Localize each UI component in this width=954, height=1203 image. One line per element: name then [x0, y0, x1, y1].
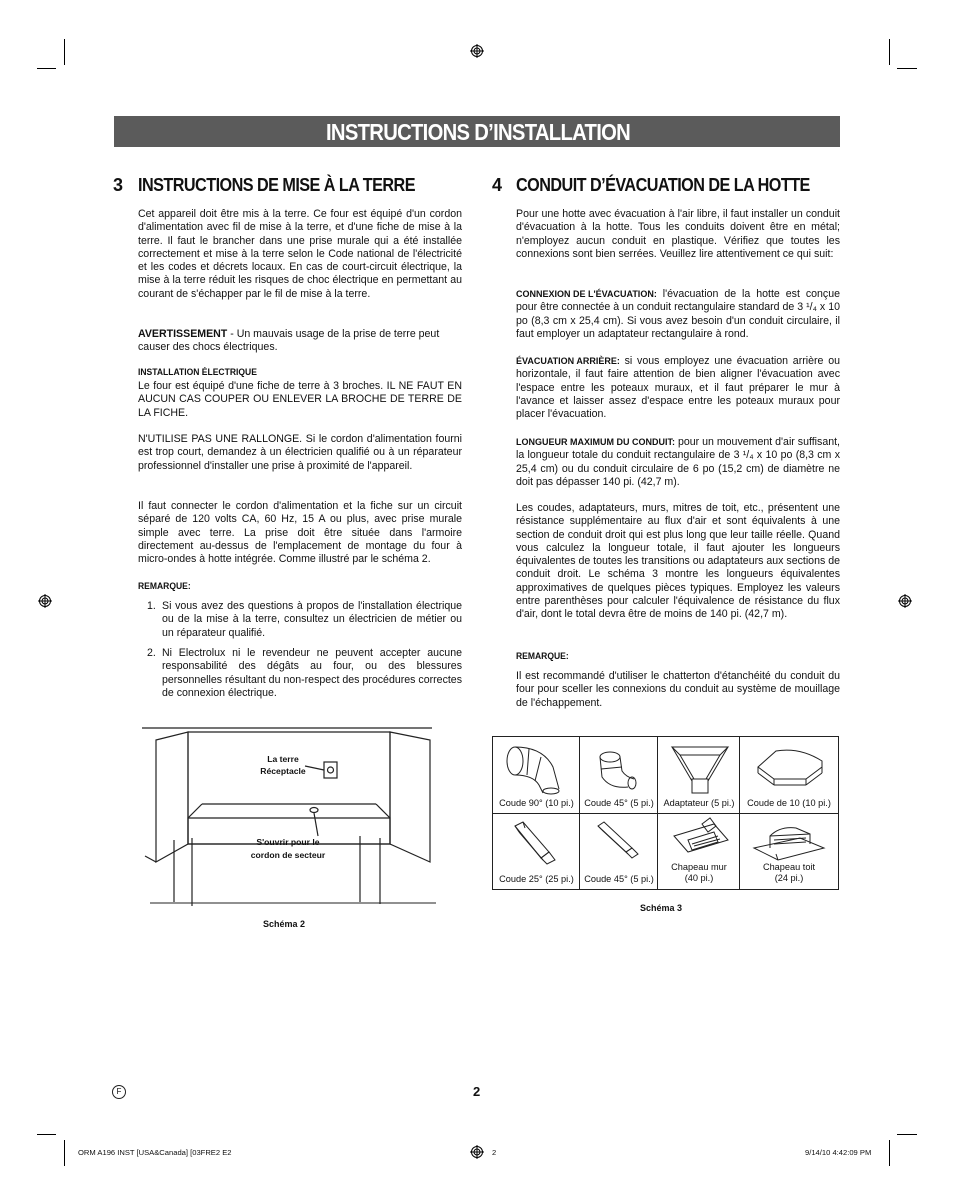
- duct-part-cell: [493, 737, 580, 814]
- warning-paragraph: [138, 328, 462, 355]
- section-3-title: INSTRUCTIONS DE MISE À LA TERRE: [138, 175, 415, 195]
- no-extension-text: N'UTILISE PAS UNE RALLONGE. Si le cordon d'alimentation fourni est trop court, demandez à un électricien qualifié ou à un réparateur professionnel d'installer une prise à proximité de l'appareil.: [138, 433, 462, 472]
- flat-elbow-icon: [740, 737, 838, 797]
- electrical-text: Le four est équipé d'une fiche de terre à 3 broches. IL NE FAUT EN AUCUN CAS COUPER OU ENLEVER LA BROCHE DE TERRE DE LA FICHE.: [138, 380, 462, 419]
- section-4-intro: Pour une hotte avec évacuation à l'air libre, il faut installer un conduit d'évacuation à la hotte. Tous les conduits doivent être en métal; n'employez aucun conduit en plastique. Vérifiez que toutes les connexions sont bien serrées. Veuillez lire attentivement ce qui suit:: [516, 208, 840, 260]
- cord-opening-label: [245, 836, 331, 862]
- duct-part-cell: [493, 814, 580, 889]
- electrical-heading: INSTALLATION ÉLECTRIQUE: [138, 367, 257, 378]
- rect-elbow-45-icon: [580, 814, 658, 874]
- language-mark: [112, 1085, 126, 1099]
- elbow-45-round-icon: [580, 737, 658, 797]
- file-info: ORM A196 INST [USA&Canada] [03FRE2 E2: [78, 1148, 232, 1157]
- cord-label-line2: cordon de secteur: [250, 850, 326, 860]
- rect-elbow-25-icon: [493, 814, 580, 874]
- language-mark-letter: F: [116, 1087, 122, 1096]
- duct-part-label: Coude 45° (5 pi.): [584, 798, 654, 808]
- registration-mark-icon: [898, 594, 912, 608]
- arriere-label: ÉVACUATION ARRIÈRE:: [516, 356, 620, 366]
- figure-2-caption: Schéma 2: [263, 919, 306, 929]
- duct-part-label: Adaptateur (5 pi.): [663, 798, 735, 808]
- circuit-text: Il faut connecter le cordon d'alimentation et la fiche sur un circuit séparé de 120 volts CA, 60 Hz, 15 A ou plus, avec prise murale simple avec terre. La prise doit être située dans l'armoire directement au-dessus de l'emplacement de montage du four à micro-ondes à hotte intégrée. Comme illustré par le schéma 2.: [138, 500, 462, 566]
- page-reference: 2: [492, 1148, 497, 1157]
- duct-part-cell: [658, 737, 740, 814]
- connexion-paragraph: [516, 288, 840, 341]
- adapter-icon: [658, 737, 740, 797]
- section-3-intro: Cet appareil doit être mis à la terre. Ce four est équipé d'un cordon d'alimentation avec fil de mise à la terre, et d'une fiche de mise à la terre. Il faut le brancher dans une prise murale qui a été installée correctement et mise à la terre selon le Code national de l'électricité et les codes et décrets locaux. En cas de court-circuit électrique, la mise à la terre réduit les risques de choc électrique en permettant au courant de s'échapper par le fil de mise à la terre.: [138, 208, 462, 300]
- warning-text: - Un mauvais usage de la prise de terre peut causer des chocs électriques.: [138, 328, 440, 354]
- section-4-remark-text: Il est recommandé d'utiliser le chatterton d'étanchéité du conduit du four pour sceller les connexions du conduit au système de mouillage de l'échappement.: [516, 670, 840, 709]
- duct-part-label: Chapeau toit (24 pi.): [762, 862, 816, 883]
- longueur-paragraph: [516, 436, 840, 489]
- duct-part-cell: [740, 737, 838, 814]
- section-3-number: 3: [113, 175, 123, 195]
- longueur-label: LONGUEUR MAXIMUM DU CONDUIT:: [516, 437, 675, 447]
- cord-label-line1: S'ouvrir pour le: [256, 837, 320, 847]
- duct-part-label: Coude 45° (5 pi.): [584, 874, 654, 884]
- elbows-text: Les coudes, adaptateurs, murs, mitres de toit, etc., présentent une résistance supplémentaire au flux d'air et sont équivalents à une section de conduit droit qui est plus long que leur taille réelle. Quand vous calculez la longueur totale, il faut ajouter les longueurs équivalentes de toutes les transitions ou adaptateurs aux sections de conduit droit. Le schéma 3 montre les longueurs équivalentes approximatives de quelques pièces typiques. Employez les valeurs entre parenthèses pour calculer l'équivalence de résistance du flux d'air, dont le total devra être de moins de 140 pi. (42,7 m).: [516, 502, 840, 621]
- elbow-90-icon: [493, 737, 580, 797]
- remark-number: 2.: [147, 647, 156, 659]
- roof-cap-icon: [740, 814, 838, 864]
- receptacle-label-line2: Réceptacle: [260, 766, 306, 776]
- duct-part-label: Coude 90° (10 pi.): [499, 798, 574, 808]
- page-number: 2: [473, 1084, 481, 1099]
- duct-part-cell: [740, 814, 838, 889]
- duct-parts-grid: [492, 736, 839, 890]
- longueur-text: pour un mouvement d'air suffisant, la longueur totale du conduit rectangulaire de 3 ¹/₄ x 10 po (8,3 cm x 25,4 cm) ou du conduit circulaire de 6 po (15,2 cm) de diamètre ne doit pas dépasser 140 pi. (42,7 m).: [516, 436, 840, 488]
- connexion-text: l'évacuation de la hotte est conçue pour être connectée à un conduit rectangulaire standard de 3 ¹/₄ x 10 po (8,3 cm x 25,4 cm). Si vous avez besoin d'un conduit circulaire, il faut employer un adaptateur rectangulaire à rond.: [516, 288, 840, 340]
- section-4-number: 4: [492, 175, 502, 195]
- remark-item: Ni Electrolux ni le revendeur ne peuvent accepter aucune responsabilité des dégâts au four, ou des blessures personnelles résultant du non-respect des procédures correctes de connexion électrique.: [162, 647, 462, 699]
- duct-part-cell: [580, 737, 658, 814]
- wall-cap-icon: [658, 814, 740, 864]
- duct-part-cell: [658, 814, 740, 889]
- section-4-remark-heading: REMARQUE:: [516, 651, 569, 662]
- figure-3-caption: Schéma 3: [640, 903, 683, 913]
- duct-part-cell: [580, 814, 658, 889]
- print-timestamp: 9/14/10 4:42:09 PM: [805, 1148, 872, 1157]
- registration-mark-icon: [470, 44, 484, 58]
- warning-label: AVERTISSEMENT: [138, 328, 228, 340]
- remark-number: 1.: [147, 600, 156, 612]
- duct-part-label: Coude de 10 (10 pi.): [747, 798, 831, 808]
- receptacle-label-line1: La terre: [267, 754, 299, 764]
- page-title: INSTRUCTIONS D’INSTALLATION: [326, 119, 631, 145]
- section-4-title: CONDUIT D’ÉVACUATION DE LA HOTTE: [516, 175, 810, 195]
- connexion-label: CONNEXION DE L'ÉVACUATION:: [516, 289, 657, 299]
- arriere-paragraph: [516, 355, 840, 421]
- registration-mark-icon: [38, 594, 52, 608]
- remark-item: Si vous avez des questions à propos de l'installation électrique ou de la mise à la terre, consultez un électricien de métier ou un réparateur qualifié.: [162, 600, 462, 639]
- section-3-remark-heading: REMARQUE:: [138, 581, 191, 592]
- receptacle-label: [258, 753, 308, 777]
- duct-part-label: Chapeau mur (40 pi.): [671, 862, 727, 883]
- duct-part-label: Coude 25° (25 pi.): [499, 874, 574, 884]
- arriere-text: si vous employez une évacuation arrière ou horizontale, il faut faire attention de bien aligner l'évacuation avec l'espace entre les poteaux muraux, et il faut préparer le mur à l'avance et laisser assez d'espace entre les poteaux muraux pour placer l'évacuation.: [516, 355, 840, 421]
- registration-mark-icon: [470, 1145, 484, 1159]
